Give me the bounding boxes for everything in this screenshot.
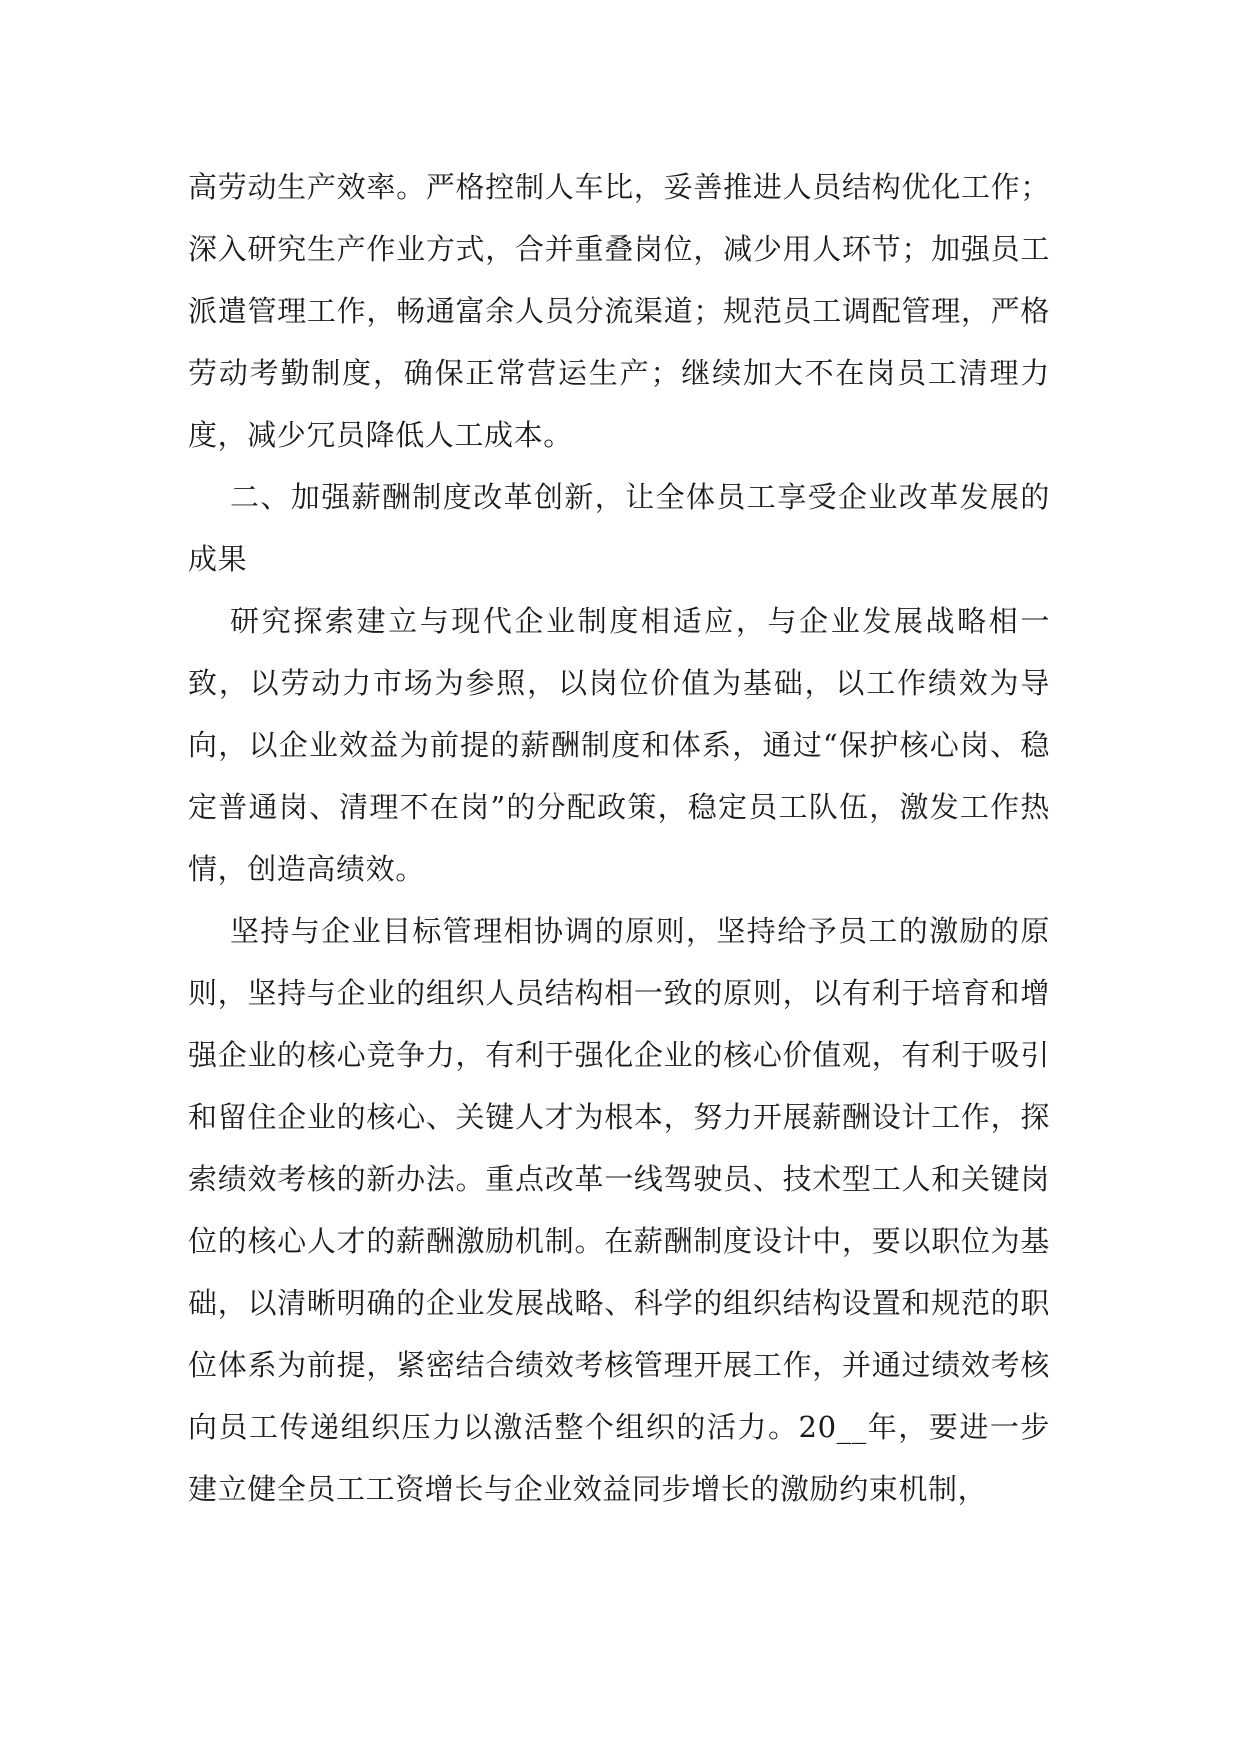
paragraph-continuation: 高劳动生产效率。严格控制人车比，妥善推进人员结构优化工作；深入研究生产作业方式，合并重叠岗位，减少用人环节；加强员工派遣管理工作，畅通富余人员分流渠道；规范员工调配管理，严格劳动考勤制度，确保正常营运生产；继续加大不在岗员工清理力度，减少冗员降低人工成本。 [188,170,1050,452]
section-heading: 二、加强薪酬制度改革创新，让全体员工享受企业改革发展的成果 [188,480,1050,576]
document-body [188,156,1050,1520]
paragraph: 研究探索建立与现代企业制度相适应，与企业发展战略相一致，以劳动力市场为参照，以岗位价值为基础，以工作绩效为导向，以企业效益为前提的薪酬制度和体系，通过“保护核心岗、稳定普通岗、清理不在岗”的分配政策，稳定员工队伍，激发工作热情，创造高绩效。 [188,604,1050,886]
paragraph: 坚持与企业目标管理相协调的原则，坚持给予员工的激励的原则，坚持与企业的组织人员结构相一致的原则，以有利于培育和增强企业的核心竞争力，有利于强化企业的核心价值观，有利于吸引和留住企业的核心、关键人才为根本，努力开展薪酬设计工作，探索绩效考核的新办法。重点改革一线驾驶员、技术型工人和关键岗位的核心人才的薪酬激励机制。在薪酬制度设计中，要以职位为基础，以清晰明确的企业发展战略、科学的组织结构设置和规范的职位体系为前提，紧密结合绩效考核管理开展工作，并通过绩效考核向员工传递组织压力以激活整个组织的活力。20__年，要进一步建立健全员工工资增长与企业效益同步增长的激励约束机制， [188,914,1050,1506]
